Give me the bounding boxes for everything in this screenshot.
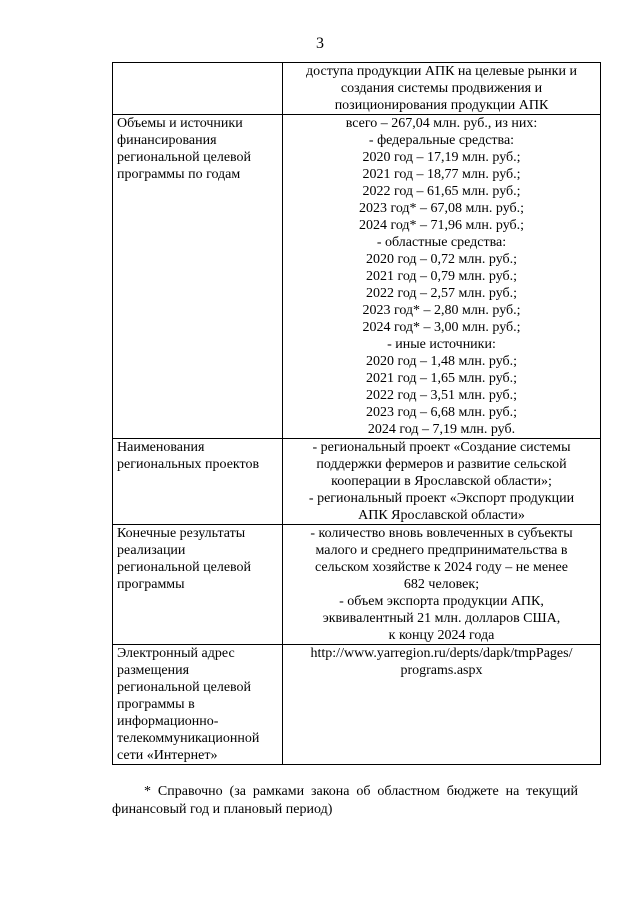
row-label-cell	[113, 439, 283, 525]
row-value-cell	[283, 645, 601, 765]
value-line: 2021 год – 0,79 млн. руб.;	[365, 269, 518, 284]
value-line: - количество вновь вовлеченных в субъекты	[310, 526, 573, 541]
label-line: региональной целевой	[117, 560, 252, 575]
value-line: - иные источники:	[387, 337, 496, 352]
value-line: 2020 год – 0,72 млн. руб.;	[365, 252, 518, 267]
program-passport-table	[112, 62, 601, 765]
table-row	[113, 645, 601, 765]
footnote-line-2: финансовый год и плановый период)	[112, 802, 333, 817]
row-value-cell	[283, 525, 601, 645]
label-line: программы в	[117, 697, 195, 712]
value-line: 2024 год – 7,19 млн. руб.	[367, 422, 516, 437]
row-value-cell	[283, 115, 601, 439]
value-line: - региональный проект «Экспорт продукции	[308, 491, 575, 506]
row-value-cell	[283, 439, 601, 525]
label-line: сети «Интернет»	[117, 748, 218, 763]
value-line: 2022 год – 2,57 млн. руб.;	[365, 286, 518, 301]
value-line: http://www.yarregion.ru/depts/dapk/tmpPages/	[310, 646, 573, 661]
value-line: 682 человек;	[403, 577, 480, 592]
value-line: 2023 год – 6,68 млн. руб.;	[365, 405, 518, 420]
row-label-cell	[113, 115, 283, 439]
value-line: поддержки фермеров и развитие сельской	[316, 457, 567, 472]
table-row	[113, 63, 601, 115]
value-line: доступа продукции АПК на целевые рынки и	[306, 64, 577, 79]
value-line: programs.aspx	[400, 663, 483, 678]
label-line: региональных проектов	[117, 457, 260, 472]
value-line: к концу 2024 года	[388, 628, 495, 643]
value-line: 2020 год – 17,19 млн. руб.;	[362, 150, 521, 165]
value-line: 2022 год – 3,51 млн. руб.;	[365, 388, 518, 403]
label-line: региональной целевой	[117, 150, 252, 165]
table-row	[113, 525, 601, 645]
row-label-cell	[113, 645, 283, 765]
label-line: региональной целевой	[117, 680, 252, 695]
value-line: 2023 год* – 67,08 млн. руб.;	[358, 201, 525, 216]
value-line: кооперации в Ярославской области»;	[331, 474, 552, 489]
label-line: Конечные результаты	[117, 526, 246, 541]
value-line: - федеральные средства:	[368, 133, 515, 148]
value-line: АПК Ярославской области»	[358, 508, 525, 523]
row-label-cell	[113, 525, 283, 645]
label-line: размещения	[117, 663, 190, 678]
value-line: 2022 год – 61,65 млн. руб.;	[362, 184, 521, 199]
label-line: информационно-	[117, 714, 219, 729]
value-line: создания системы продвижения и	[340, 81, 543, 96]
value-line: малого и среднего предпринимательства в	[315, 543, 568, 558]
label-line: программы по годам	[117, 167, 241, 182]
value-line: позиционирования продукции АПК	[334, 98, 549, 113]
value-line: эквивалентный 21 млн. долларов США,	[322, 611, 561, 626]
label-line: Объемы и источники	[117, 116, 243, 131]
value-line: - объем экспорта продукции АПК,	[339, 594, 544, 609]
value-line: 2023 год* – 2,80 млн. руб.;	[362, 303, 521, 318]
label-line: Наименования	[117, 440, 205, 455]
table-row	[113, 439, 601, 525]
value-line: 2020 год – 1,48 млн. руб.;	[365, 354, 518, 369]
row-value-cell	[283, 63, 601, 115]
label-line: программы	[117, 577, 185, 592]
label-line: финансирования	[117, 133, 217, 148]
value-line: всего – 267,04 млн. руб., из них:	[345, 116, 538, 131]
value-line: 2021 год – 18,77 млн. руб.;	[362, 167, 521, 182]
value-line: 2024 год* – 71,96 млн. руб.;	[358, 218, 525, 233]
footnote-line-1: * Справочно (за рамками закона об областном бюджете на текущий	[144, 784, 578, 799]
value-line: - региональный проект «Создание системы	[312, 440, 571, 455]
label-line: реализации	[117, 543, 186, 558]
page-number: 3	[316, 35, 324, 52]
value-line: 2024 год* – 3,00 млн. руб.;	[362, 320, 521, 335]
table-body	[113, 63, 601, 765]
table-row	[113, 115, 601, 439]
footnote	[112, 783, 609, 819]
label-line: телекоммуникационной	[117, 731, 260, 746]
value-line: - областные средства:	[376, 235, 507, 250]
row-label-cell	[113, 63, 283, 115]
label-line: Электронный адрес	[117, 646, 235, 661]
value-line: 2021 год – 1,65 млн. руб.;	[365, 371, 518, 386]
value-line: сельском хозяйстве к 2024 году – не менее	[315, 560, 568, 575]
